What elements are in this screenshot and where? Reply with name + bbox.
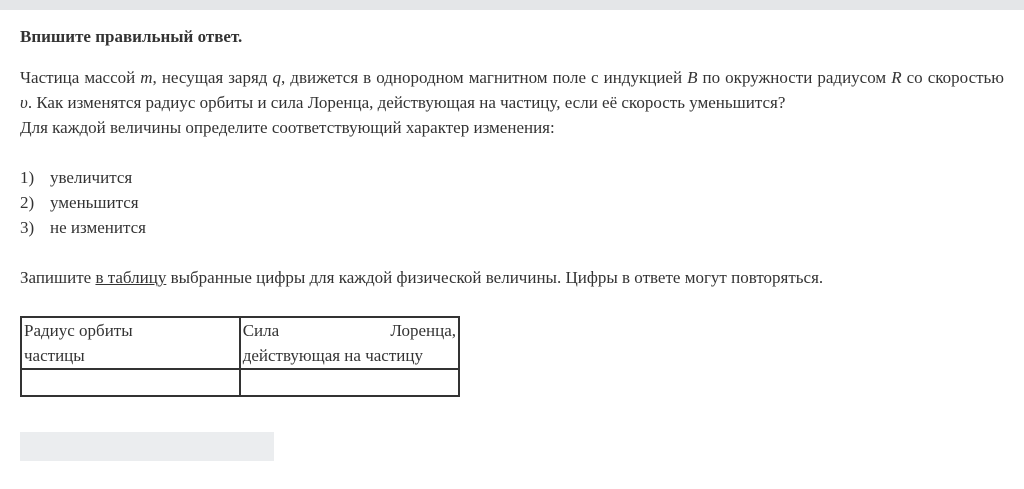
table-link[interactable]: в таблицу: [95, 268, 167, 287]
var-m: m: [140, 68, 153, 87]
option-number: 2): [20, 193, 35, 212]
option-1: [20, 165, 1004, 190]
var-v: υ: [20, 93, 28, 112]
task-heading: Впишите правильный ответ.: [20, 27, 243, 46]
option-label: увеличится: [50, 168, 133, 187]
var-B: B: [687, 68, 698, 87]
top-bar: [0, 0, 1024, 10]
task-content: [20, 24, 1004, 290]
answer-input-orbit-radius[interactable]: [22, 371, 239, 395]
var-R: R: [891, 68, 902, 87]
header-lorentz-force: Сила Лоренца, действующая на частицу: [240, 317, 459, 369]
option-number: 1): [20, 168, 35, 187]
answer-table: [20, 316, 460, 397]
answer-cell-lorentz-force[interactable]: [240, 369, 459, 396]
answer-table-header-row: [21, 317, 459, 369]
option-number: 3): [20, 218, 35, 237]
var-q: q: [272, 68, 281, 87]
answer-table-input-row: [21, 369, 459, 396]
option-3: [20, 215, 1004, 240]
answer-cell-orbit-radius[interactable]: [21, 369, 240, 396]
table-instruction: Запишите в таблицу выбранные цифры для каждой физической величины. Цифры в ответе могут повторяться.: [20, 268, 824, 287]
submit-button-placeholder[interactable]: [20, 432, 274, 461]
option-label: уменьшится: [50, 193, 139, 212]
option-2: [20, 190, 1004, 215]
option-label: не изменится: [50, 218, 146, 237]
header-orbit-radius: Радиус орбиты частицы: [21, 317, 240, 369]
answer-input-lorentz-force[interactable]: [241, 371, 458, 395]
question-text: Частица массой m, несущая заряд q, движется в однородном магнитном поле с индукцией B по окружности радиусом R со скоростью υ. Как изменятся радиус орбиты и сила Лоренца, действующая на частицу, если её скорость уменьшится?: [20, 68, 1004, 112]
instruction-text: Для каждой величины определите соответствующий характер изменения:: [20, 118, 555, 137]
